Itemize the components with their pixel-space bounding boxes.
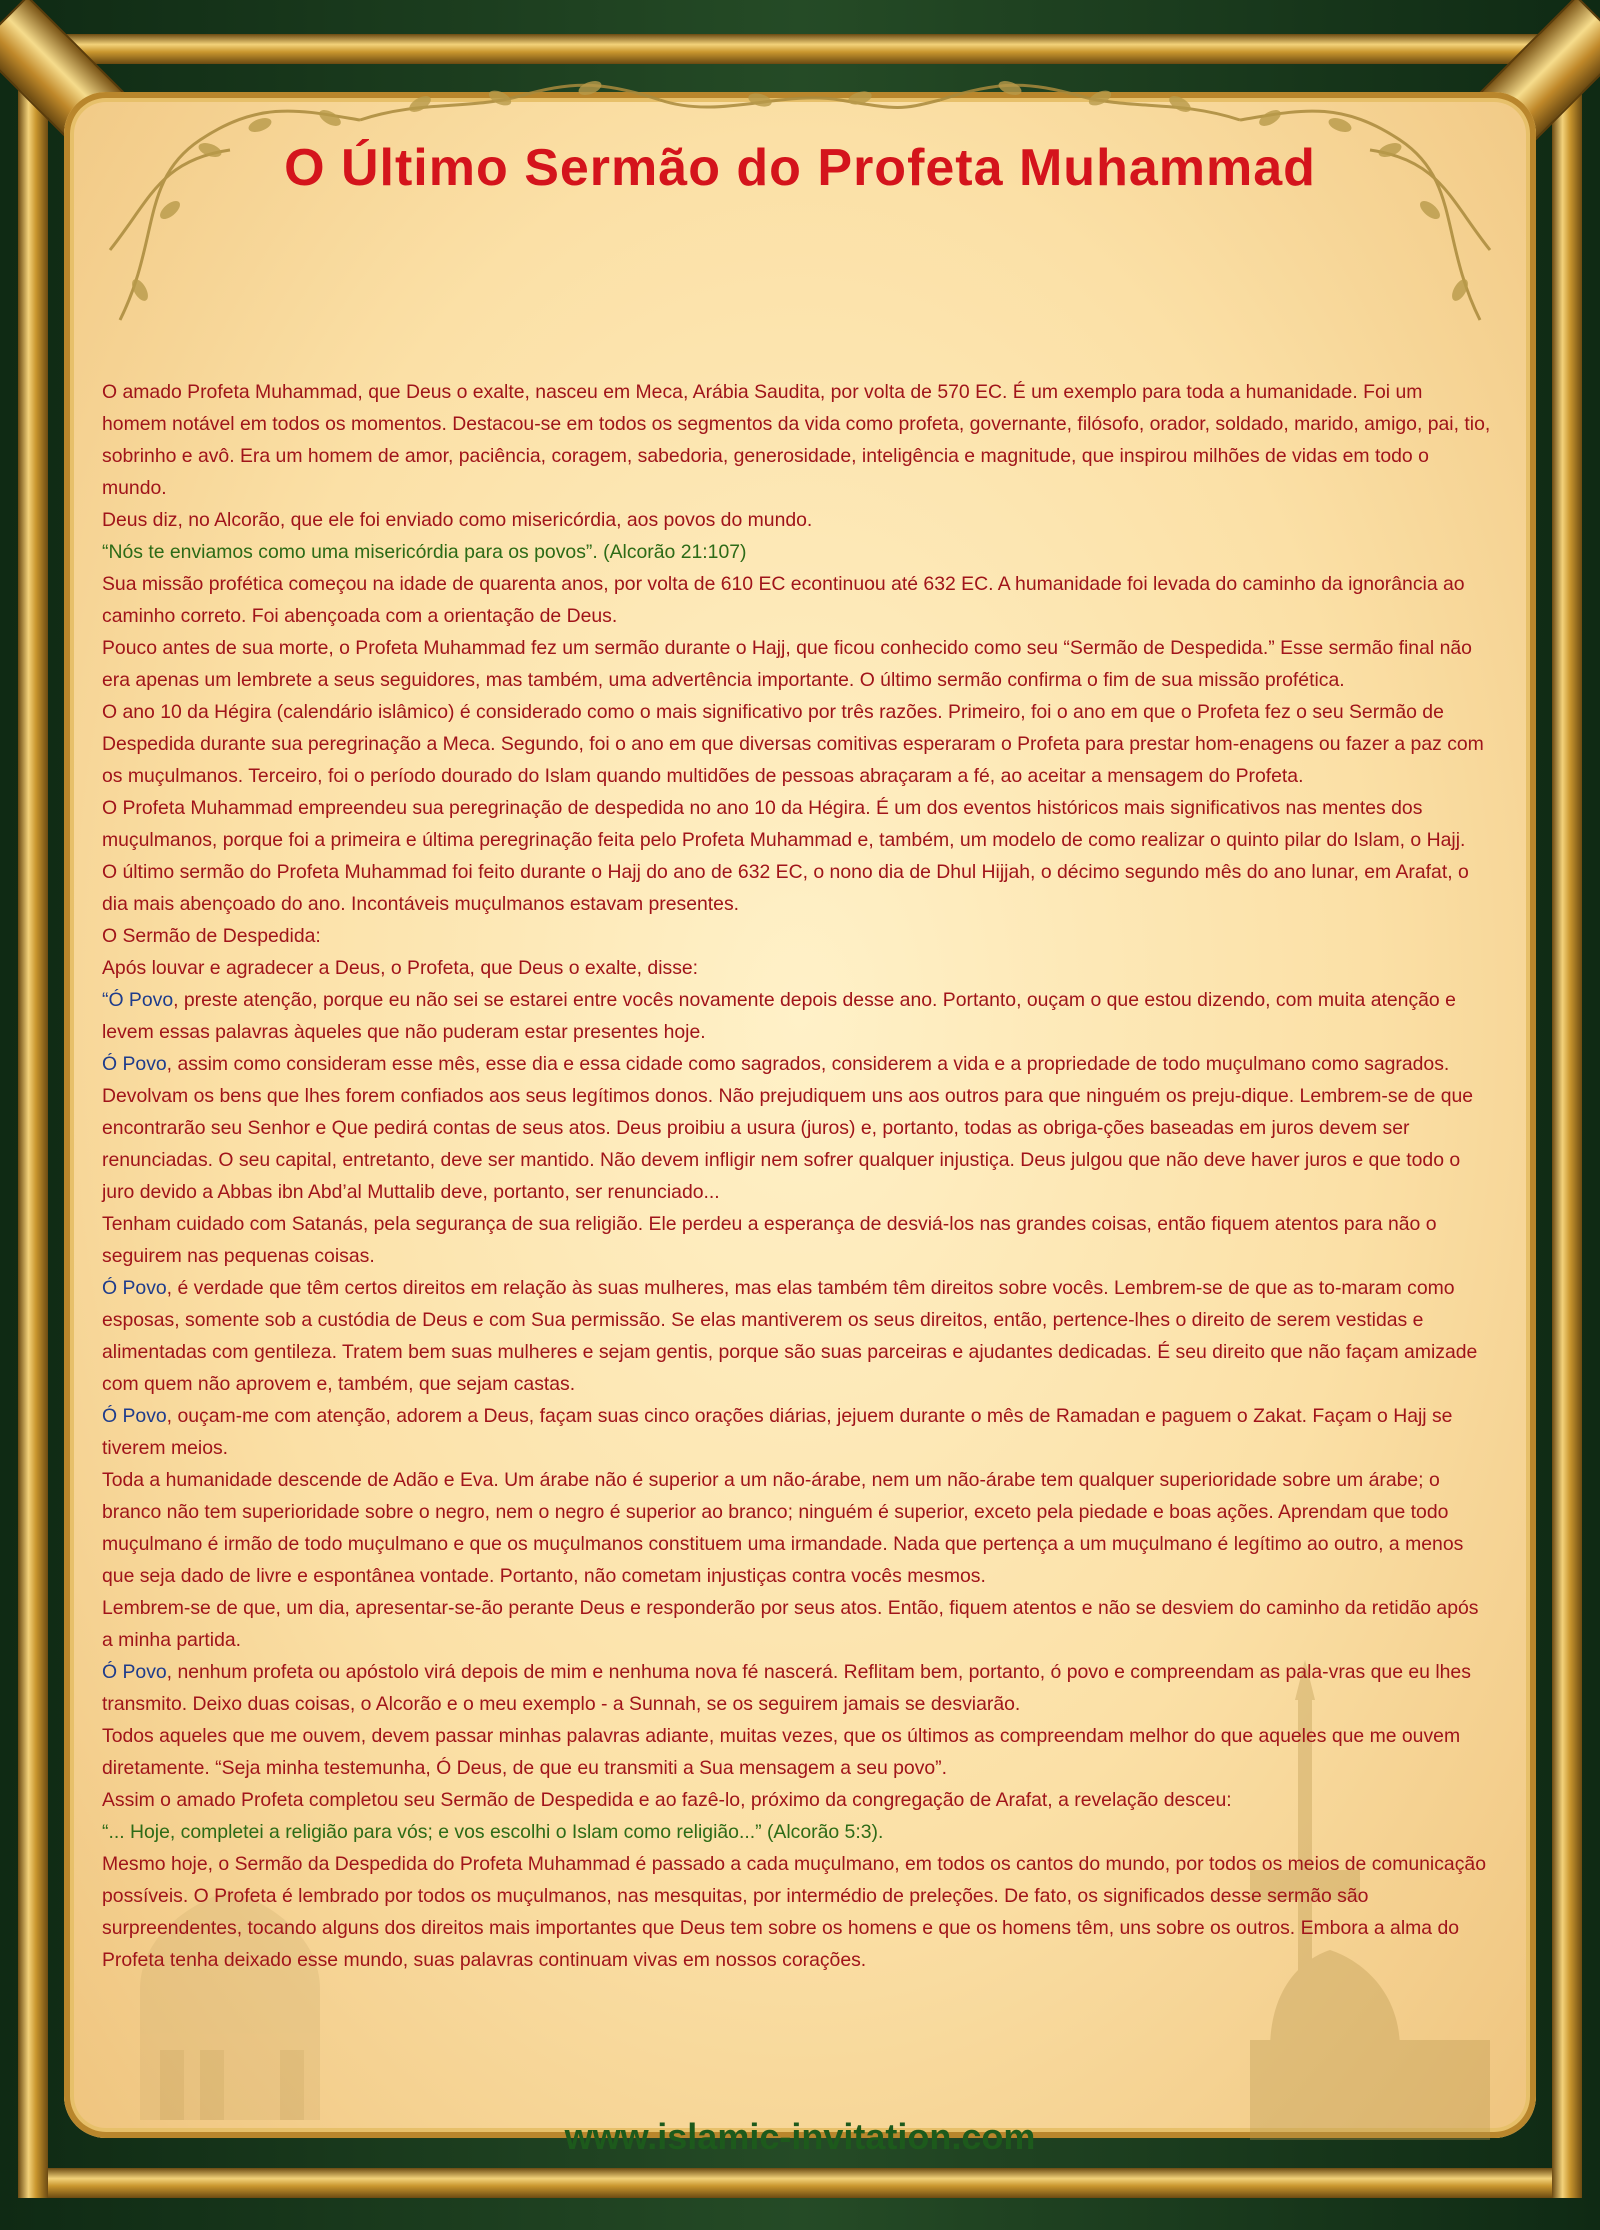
website-url[interactable]: www.islamic-invitation.com <box>564 2116 1036 2157</box>
paragraph <box>102 632 1492 696</box>
paragraph-text: , é verdade que têm certos direitos em relação às suas mulheres, mas elas também têm direitos sobre vocês. Lembrem-se de que as to-maram como esposas, somente sob a custódia de Deus e com Sua permissão. Se elas mantiverem os seus direitos, então, pertence-lhes o direito de serem vestidas e alimentadas com gentileza. Tratem bem suas mulheres e sejam gentis, porque são suas parceiras e ajudantes dedicadas. É seu direito que não façam amizade com quem não aprovem e, também, que sejam castas. <box>102 1277 1478 1395</box>
address-people-lead: Ó Povo <box>102 1053 167 1075</box>
paragraph-text: Toda a humanidade descende de Adão e Eva. Um árabe não é superior a um não-árabe, nem um não-árabe tem qualquer superioridade sobre um árabe; o branco não tem superioridade sobre o negro, nem o negro é superior ao branco; ninguém é superior, exceto pela piedade e boas ações. Aprendam que todo muçulmano é irmão de todo muçulmano e que os muçulmanos constituem uma irmandade. Nada que pertença a um muçulmano é legítimo ao outro, a menos que seja dado de livre e espontânea vontade. Portanto, não cometam injustiças contra vocês mesmos. <box>102 1469 1464 1587</box>
paragraph-text: Assim o amado Profeta completou seu Sermão de Despedida e ao fazê-lo, próximo da congregação de Arafat, a revelação desceu: <box>102 1789 1232 1811</box>
paragraph-text: Todos aqueles que me ouvem, devem passar minhas palavras adiante, muitas vezes, que os últimos as compreendam melhor do que aqueles que me ouvem diretamente. “Seja minha testemunha, Ó Deus, de que eu transmiti a Sua mensagem a seu povo”. <box>102 1725 1461 1779</box>
paragraph <box>102 696 1492 792</box>
paragraph-text: , preste atenção, porque eu não sei se estarei entre vocês novamente depois desse ano. Portanto, ouçam o que estou dizendo, com muita atenção e levem essas palavras àqueles que não puderam estar presentes hoje. <box>102 989 1456 1043</box>
paragraph <box>102 504 1492 536</box>
address-people-lead: Ó Povo <box>102 1661 167 1683</box>
address-people-lead: Ó Povo <box>102 1277 167 1299</box>
paragraph <box>102 536 1492 568</box>
paragraph-text: “Nós te enviamos como uma misericórdia para os povos”. (Alcorão 21:107) <box>102 541 747 563</box>
paragraph <box>102 1848 1492 1976</box>
paragraph <box>102 1208 1492 1272</box>
paragraph-text: O último sermão do Profeta Muhammad foi feito durante o Hajj do ano de 632 EC, o nono dia de Dhul Hijjah, o décimo segundo mês do ano lunar, em Arafat, o dia mais abençoado do ano. Incontáveis muçulmanos estavam presentes. <box>102 861 1469 915</box>
paragraph <box>102 792 1492 856</box>
paragraph <box>102 920 1492 952</box>
paragraph-text: , nenhum profeta ou apóstolo virá depois de mim e nenhuma nova fé nascerá. Reflitam bem, portanto, ó povo e compreendam as pala-vras que eu lhes transmito. Deixo duas coisas, o Alcorão e o meu exemplo - a Sunnah, se os seguirem jamais se desviarão. <box>102 1661 1471 1715</box>
paragraph <box>102 376 1492 504</box>
paragraph-text: “... Hoje, completei a religião para vós; e vos escolhi o Islam como religião...” (Alcorão 5:3). <box>102 1821 884 1843</box>
paragraph-text: Pouco antes de sua morte, o Profeta Muhammad fez um sermão durante o Hajj, que ficou conhecido como seu “Sermão de Despedida.” Esse sermão final não era apenas um lembrete a seus seguidores, mas também, uma advertência importante. O último sermão confirma o fim de sua missão profética. <box>102 637 1472 691</box>
paragraph-text: , ouçam-me com atenção, adorem a Deus, façam suas cinco orações diárias, jejuem durante o mês de Ramadan e paguem o Zakat. Façam o Hajj se tiverem meios. <box>102 1405 1453 1459</box>
paragraph-text: O ano 10 da Hégira (calendário islâmico) é considerado como o mais significativo por três razões. Primeiro, foi o ano em que o Profeta fez o seu Sermão de Despedida durante sua peregrinação a Meca. Segundo, foi o ano em que diversas comitivas esperaram o Profeta para prestar hom-enagens ou fazer a paz com os muçulmanos. Terceiro, foi o período dourado do Islam quando multidões de pessoas abraçaram a fé, ao aceitar a mensagem do Profeta. <box>102 701 1484 787</box>
paragraph <box>102 952 1492 984</box>
paragraph <box>102 1816 1492 1848</box>
page-title: O Último Sermão do Profeta Muhammad <box>284 139 1316 197</box>
paragraph-text: O amado Profeta Muhammad, que Deus o exalte, nasceu em Meca, Arábia Saudita, por volta de 570 EC. É um exemplo para toda a humanidade. Foi um homem notável em todos os momentos. Destacou-se em todos os segmentos da vida como profeta, governante, filósofo, orador, soldado, marido, amigo, pai, tio, sobrinho e avô. Era um homem de amor, paciência, coragem, sabedoria, generosidade, inteligência e magnitude, que inspirou milhões de vidas em todo o mundo. <box>102 381 1491 499</box>
paragraph-text: O Profeta Muhammad empreendeu sua peregrinação de despedida no ano 10 da Hégira. É um dos eventos históricos mais significativos nas mentes dos muçulmanos, porque foi a primeira e última peregrinação feita pelo Profeta Muhammad e, também, um modelo de como realizar o quinto pilar do Islam, o Hajj. <box>102 797 1466 851</box>
paragraph-text: Após louvar e agradecer a Deus, o Profeta, que Deus o exalte, disse: <box>102 957 699 979</box>
paragraph <box>102 1464 1492 1592</box>
sermon-text <box>102 376 1492 1976</box>
paragraph <box>102 1720 1492 1784</box>
address-people-lead: “Ó Povo <box>102 989 174 1011</box>
paragraph <box>102 1400 1492 1464</box>
paragraph-text: O Sermão de Despedida: <box>102 925 321 947</box>
paragraph-text: , assim como consideram esse mês, esse dia e essa cidade como sagrados, considerem a vida e a propriedade de todo muçulmano como sagrados. Devolvam os bens que lhes forem confiados aos seus legítimos donos. Não prejudiquem uns aos outros para que ninguém os preju-dique. Lembrem-se de que encontrarão seu Senhor e Que pedirá contas de seus atos. Deus proibiu a usura (juros) e, portanto, todas as obriga-ções baseadas em juros devem ser renunciadas. O seu capital, entretanto, deve ser mantido. Não devem infligir nem sofrer qualquer injustiça. Deus julgou que não deve haver juros e que todo o juro devido a Abbas ibn Abd’al Muttalib deve, portanto, ser renunciado... <box>102 1053 1474 1203</box>
paragraph <box>102 1656 1492 1720</box>
address-people-lead: Ó Povo <box>102 1405 167 1427</box>
paragraph-text: Mesmo hoje, o Sermão da Despedida do Profeta Muhammad é passado a cada muçulmano, em todos os cantos do mundo, por todos os meios de comunicação possíveis. O Profeta é lembrado por todos os muçulmanos, nas mesquitas, por intermédio de preleções. De fato, os significados desse sermão são surpreendentes, tocando alguns dos direitos mais importantes que Deus tem sobre os homens e que os homens têm, uns sobre os outros. Embora a alma do Profeta tenha deixado esse mundo, suas palavras continuam vivas em nossos corações. <box>102 1853 1486 1971</box>
paragraph <box>102 1048 1492 1208</box>
paragraph <box>102 856 1492 920</box>
paragraph <box>102 1272 1492 1400</box>
paragraph-text: Lembrem-se de que, um dia, apresentar-se-ão perante Deus e responderão por seus atos. Então, fiquem atentos e não se desviem do caminho da retidão após a minha partida. <box>102 1597 1479 1651</box>
paragraph <box>102 568 1492 632</box>
paragraph <box>102 984 1492 1048</box>
paragraph-text: Sua missão profética começou na idade de quarenta anos, por volta de 610 EC econtinuou até 632 EC. A humanidade foi levada do caminho da ignorância ao caminho correto. Foi abençoada com a orientação de Deus. <box>102 573 1465 627</box>
paragraph-text: Deus diz, no Alcorão, que ele foi enviado como misericórdia, aos povos do mundo. <box>102 509 813 531</box>
paragraph-text: Tenham cuidado com Satanás, pela segurança de sua religião. Ele perdeu a esperança de desviá-los nas grandes coisas, então fiquem atentos para não o seguirem nas pequenas coisas. <box>102 1213 1437 1267</box>
paragraph <box>102 1592 1492 1656</box>
paragraph <box>102 1784 1492 1816</box>
